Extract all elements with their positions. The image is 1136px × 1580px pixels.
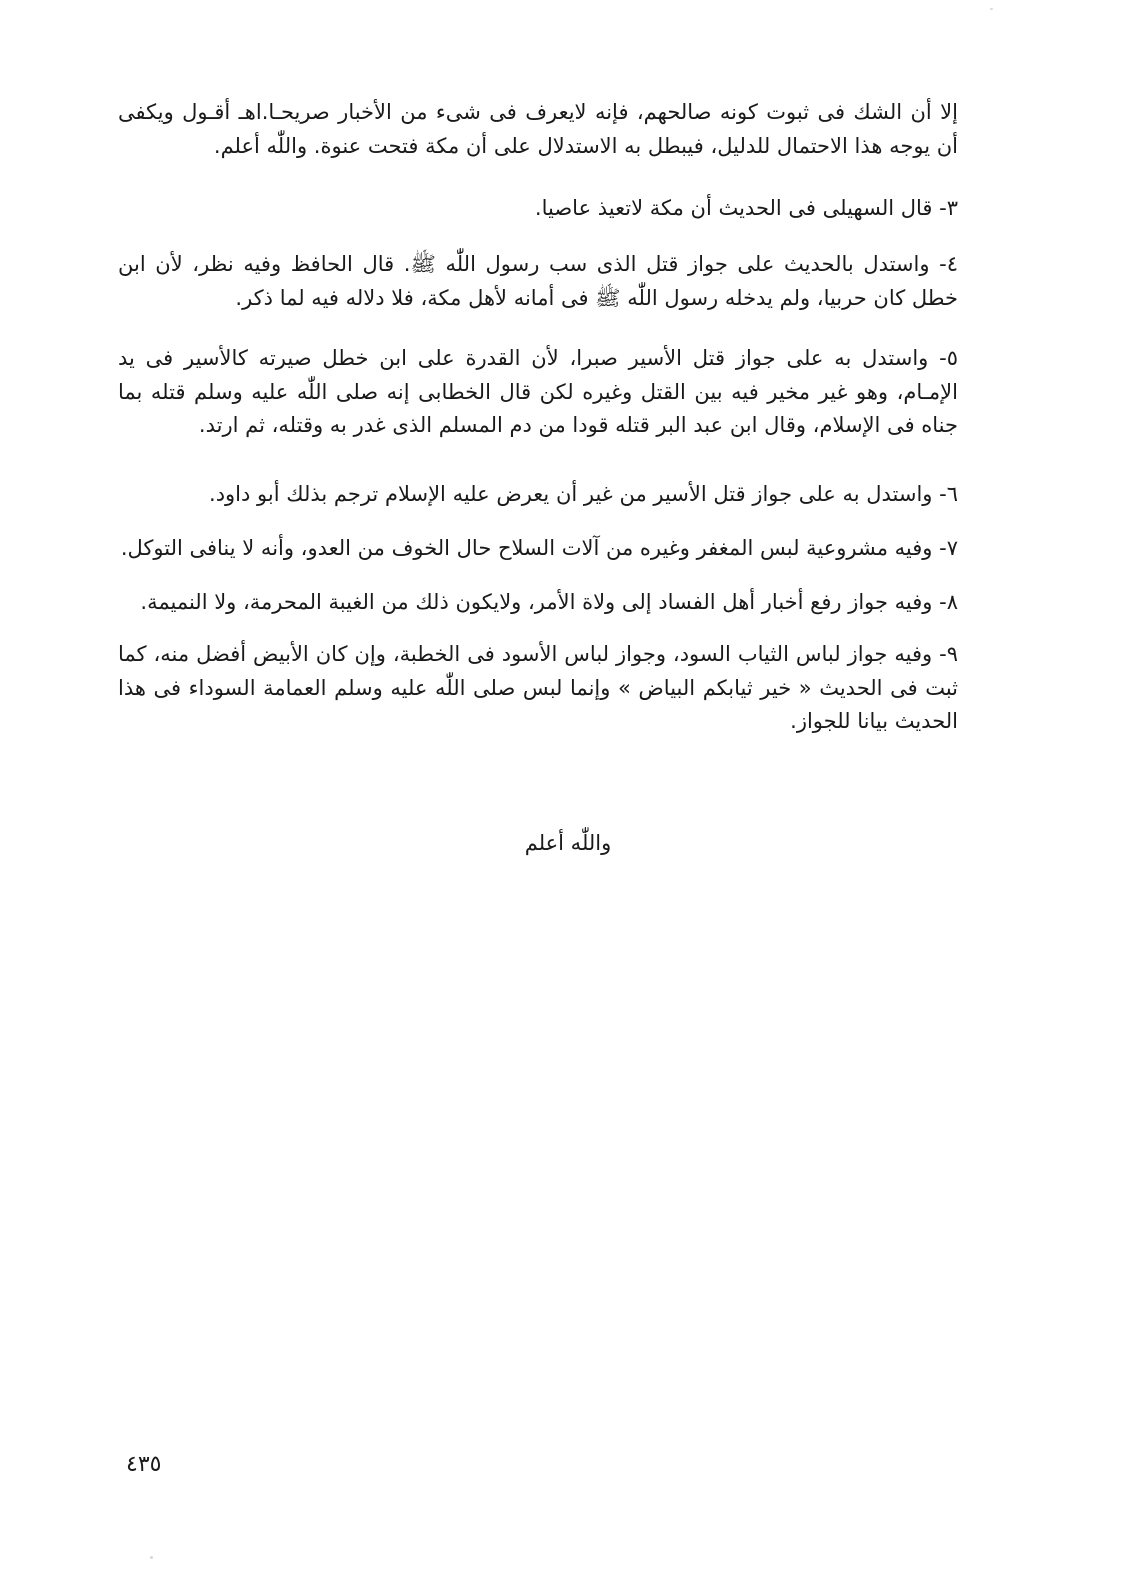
list-item — [118, 342, 958, 443]
list-item — [118, 638, 958, 739]
item-text: وفيه جواز لباس الثياب السود، وجواز لباس الأسود فى الخطبة، وإن كان الأبيض أفضل منه، كما ثبت فى الحديث « خير ثيابكم البياض » وإنما لبس صلى اللّٰه عليه وسلم العمامة السوداء فى هذا الحديث بيانا للجواز. — [118, 642, 958, 733]
item-number: ٥- — [939, 346, 958, 370]
list-item — [118, 586, 958, 620]
item-number: ٩- — [939, 642, 958, 666]
list-item — [118, 532, 958, 566]
list-item — [118, 248, 958, 315]
list-item — [118, 478, 958, 512]
item-text: واستدل بالحديث على جواز قتل الذى سب رسول اللّٰه ﷺ. قال الحافظ وفيه نظر، لأن ابن خطل كان حربيا، ولم يدخله رسول اللّٰه ﷺ فى أمانه لأهل مكة، فلا دلاله فيه لما ذكر. — [118, 252, 958, 310]
item-text: واستدل به على جواز قتل الأسير صبرا، لأن القدرة على ابن خطل صيرته كالأسير فى يد الإمـام، وهو غير مخير فيه بين القتل وغيره لكن قال الخطابى إنه صلى اللّٰه عليه وسلم قتله بما جناه فى الإسلام، وقال ابن عبد البر قتله قودا من دم المسلم الذى غدر به وقتله، ثم ارتد. — [118, 346, 958, 437]
page-number: ٤٣٥ — [126, 1452, 162, 1477]
item-number: ٧- — [939, 536, 958, 560]
item-number: ٨- — [939, 590, 958, 614]
scan-speck — [150, 1556, 153, 1559]
item-text: وفيه مشروعية لبس المغفر وغيره من آلات السلاح حال الخوف من العدو، وأنه لا ينافى التوكل. — [120, 536, 933, 560]
continued-paragraph: إلا أن الشك فى ثبوت كونه صالحهم، فإنه لايعرف فى شىء من الأخبار صريحـا.اهـ أقـول ويكفى أن يوجه هذا الاحتمال للدليل، فيبطل به الاستدلال على أن مكة فتحت عنوة. واللّٰه أعلم. — [118, 100, 958, 158]
list-item — [118, 192, 958, 226]
closing-phrase: واللّٰه أعلم — [524, 831, 612, 855]
item-number: ٣- — [939, 196, 958, 220]
item-text: وفيه جواز رفع أخبار أهل الفساد إلى ولاة الأمر، ولايكون ذلك من الغيبة المحرمة، ولا النميمة. — [140, 590, 933, 614]
item-text: واستدل به على جواز قتل الأسير من غير أن يعرض عليه الإسلام ترجم بذلك أبو داود. — [209, 482, 933, 506]
item-number: ٦- — [939, 482, 958, 506]
item-number: ٤- — [939, 252, 958, 276]
scan-speck — [990, 8, 993, 10]
item-text: قال السهيلى فى الحديث أن مكة لاتعيذ عاصيا. — [534, 196, 933, 220]
